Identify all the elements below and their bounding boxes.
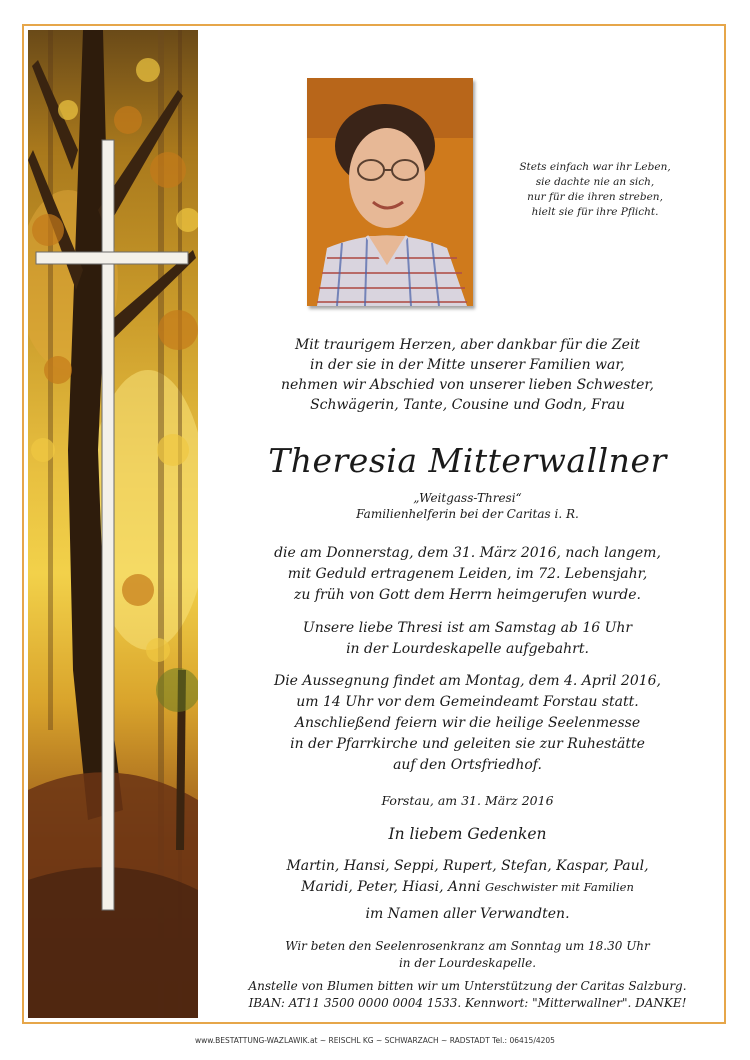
intro-line: Mit traurigem Herzen, aber dankbar für die Zeit xyxy=(294,337,641,353)
intro-line: nehmen wir Abschied von unserer lieben Schwester, xyxy=(280,377,655,393)
donation-line: Anstelle von Blumen bitten wir um Unterstützung der Caritas Salzburg. xyxy=(248,979,687,993)
death-notice xyxy=(215,543,720,606)
mourners-line: Martin, Hansi, Seppi, Rupert, Stefan, Kaspar, Paul, xyxy=(286,858,649,874)
death-notice-line: die am Donnerstag, dem 31. März 2016, nach langem, xyxy=(274,545,661,561)
portrait-photo xyxy=(307,78,473,306)
mourners-names: Maridi, Peter, Hiasi, Anni xyxy=(301,879,481,895)
viewing-info xyxy=(215,618,720,660)
intro-line: Schwägerin, Tante, Cousine und Godn, Frau xyxy=(310,397,625,413)
funeral-home-footer: www.BESTATTUNG-WAZLAWIK.at ~ REISCHL KG ~ SCHWARZACH ~ RADSTADT Tel.: 06415/4205 xyxy=(195,1036,555,1045)
funeral-info xyxy=(215,671,720,776)
poem-line: nur für die ihren streben, xyxy=(527,191,663,203)
rosary-info xyxy=(215,938,720,972)
rosary-line: Wir beten den Seelenrosenkranz am Sonntag um 18.30 Uhr xyxy=(285,939,650,953)
forest-illustration xyxy=(28,30,198,1018)
deceased-nickname: „Weitgass-Thresi“ xyxy=(413,491,522,505)
donation-line: IBAN: AT11 3500 0000 0004 1533. Kennwort: "Mitterwallner". DANKE! xyxy=(248,996,687,1010)
deceased-occupation: Familienhelferin bei der Caritas i. R. xyxy=(356,507,579,521)
viewing-line: in der Lourdeskapelle aufgebahrt. xyxy=(346,641,589,657)
in-memory-heading: In liebem Gedenken xyxy=(388,825,547,843)
death-notice-line: zu früh von Gott dem Herrn heimgerufen wurde. xyxy=(294,587,641,603)
on-behalf-text: im Namen aller Verwandten. xyxy=(365,906,570,922)
memorial-poem xyxy=(490,160,700,220)
mourners-line-2 xyxy=(215,877,720,898)
funeral-line: um 14 Uhr vor dem Gemeindeamt Forstau statt. xyxy=(296,694,639,710)
death-notice-line: mit Geduld ertragenem Leiden, im 72. Lebensjahr, xyxy=(287,566,648,582)
mourners-list xyxy=(215,856,720,898)
mourners-suffix: Geschwister mit Familien xyxy=(485,880,634,894)
deceased-name: Theresia Mitterwallner xyxy=(268,441,667,480)
poem-line: Stets einfach war ihr Leben, xyxy=(519,161,671,173)
rosary-line: in der Lourdeskapelle. xyxy=(398,956,537,970)
place-date: Forstau, am 31. März 2016 xyxy=(381,793,554,808)
intro-text xyxy=(215,335,720,415)
poem-line: hielt sie für ihre Pflicht. xyxy=(531,206,659,218)
poem-line: sie dachte nie an sich, xyxy=(535,176,655,188)
funeral-line: Anschließend feiern wir die heilige Seelenmesse xyxy=(294,715,641,731)
donation-info xyxy=(215,978,720,1012)
funeral-line: in der Pfarrkirche und geleiten sie zur Ruhestätte xyxy=(290,736,645,752)
viewing-line: Unsere liebe Thresi ist am Samstag ab 16 Uhr xyxy=(302,620,633,636)
autumn-forest-image xyxy=(28,30,198,1018)
funeral-line: Die Aussegnung findet am Montag, dem 4. April 2016, xyxy=(273,673,662,689)
funeral-line: auf den Ortsfriedhof. xyxy=(393,757,542,773)
cross-horizontal-beam xyxy=(36,252,188,264)
intro-line: in der sie in der Mitte unserer Familien war, xyxy=(310,357,625,373)
